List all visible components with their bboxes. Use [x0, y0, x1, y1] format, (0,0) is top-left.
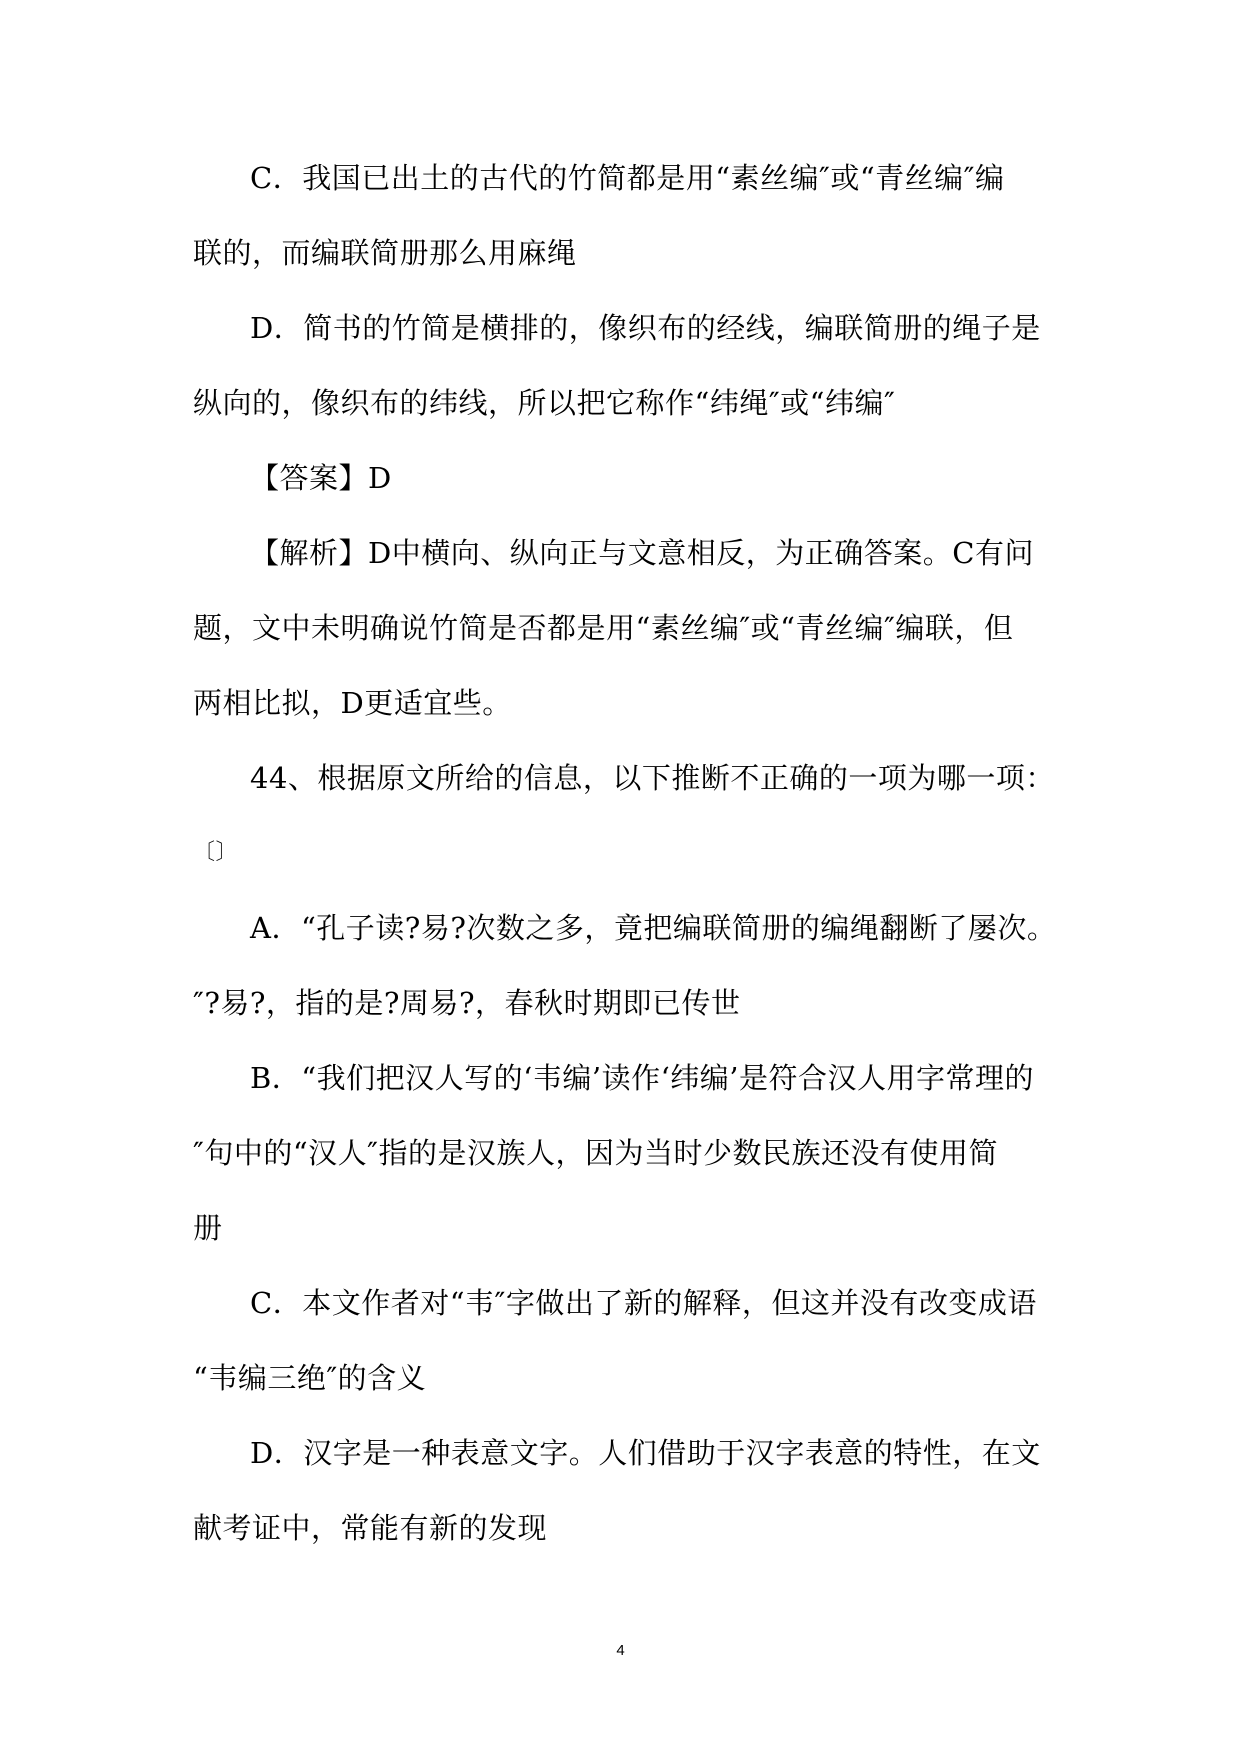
q44-option-a-line-1: A．“孔子读?易?次数之多，竟把编联简册的编绳翻断了屡次。 — [250, 911, 1057, 945]
q44-option-d-line-1: D．汉字是一种表意文字。人们借助于汉字表意的特性，在文 — [250, 1436, 1041, 1470]
page-number: 4 — [616, 1642, 625, 1659]
option-d-line-2: 纵向的，像织布的纬线，所以把它称作“纬绳″或“纬编″ — [193, 386, 896, 420]
q44-option-b-line-1: B．“我们把汉人写的‘韦编’读作‘纬编’是符合汉人用字常理的 — [250, 1061, 1035, 1095]
question-44-line-1: 44、根据原文所给的信息，以下推断不正确的一项为哪一项： — [250, 761, 1055, 795]
option-c-line-2: 联的，而编联简册那么用麻绳 — [193, 236, 577, 270]
q44-option-c-line-1: C．本文作者对“韦″字做出了新的解释，但这并没有改变成语 — [250, 1286, 1037, 1320]
option-d-line-1: D．简书的竹简是横排的，像织布的经线，编联简册的绳子是 — [250, 311, 1041, 345]
q44-option-b-line-2: ″句中的“汉人″指的是汉族人，因为当时少数民族还没有使用简 — [193, 1136, 998, 1170]
analysis-line-2: 题，文中未明确说竹简是否都是用“素丝编″或“青丝编″编联，但 — [193, 611, 1014, 645]
q44-option-b-line-3: 册 — [193, 1211, 223, 1245]
q44-option-c-line-2: “韦编三绝″的含义 — [193, 1361, 427, 1395]
analysis-line-3: 两相比拟，D更适宜些。 — [193, 686, 512, 720]
analysis-line-1: 【解析】D中横向、纵向正与文意相反，为正确答案。C有问 — [250, 536, 1034, 570]
answer-line: 【答案】D — [250, 461, 392, 495]
q44-option-d-line-2: 献考证中，常能有新的发现 — [193, 1511, 548, 1545]
option-c-line-1: C．我国已出土的古代的竹简都是用“素丝编″或“青丝编″编 — [250, 161, 1005, 195]
q44-option-a-line-2: ″?易?，指的是?周易?，春秋时期即已传世 — [193, 986, 741, 1020]
question-44-line-2: 〔〕 — [193, 840, 239, 865]
